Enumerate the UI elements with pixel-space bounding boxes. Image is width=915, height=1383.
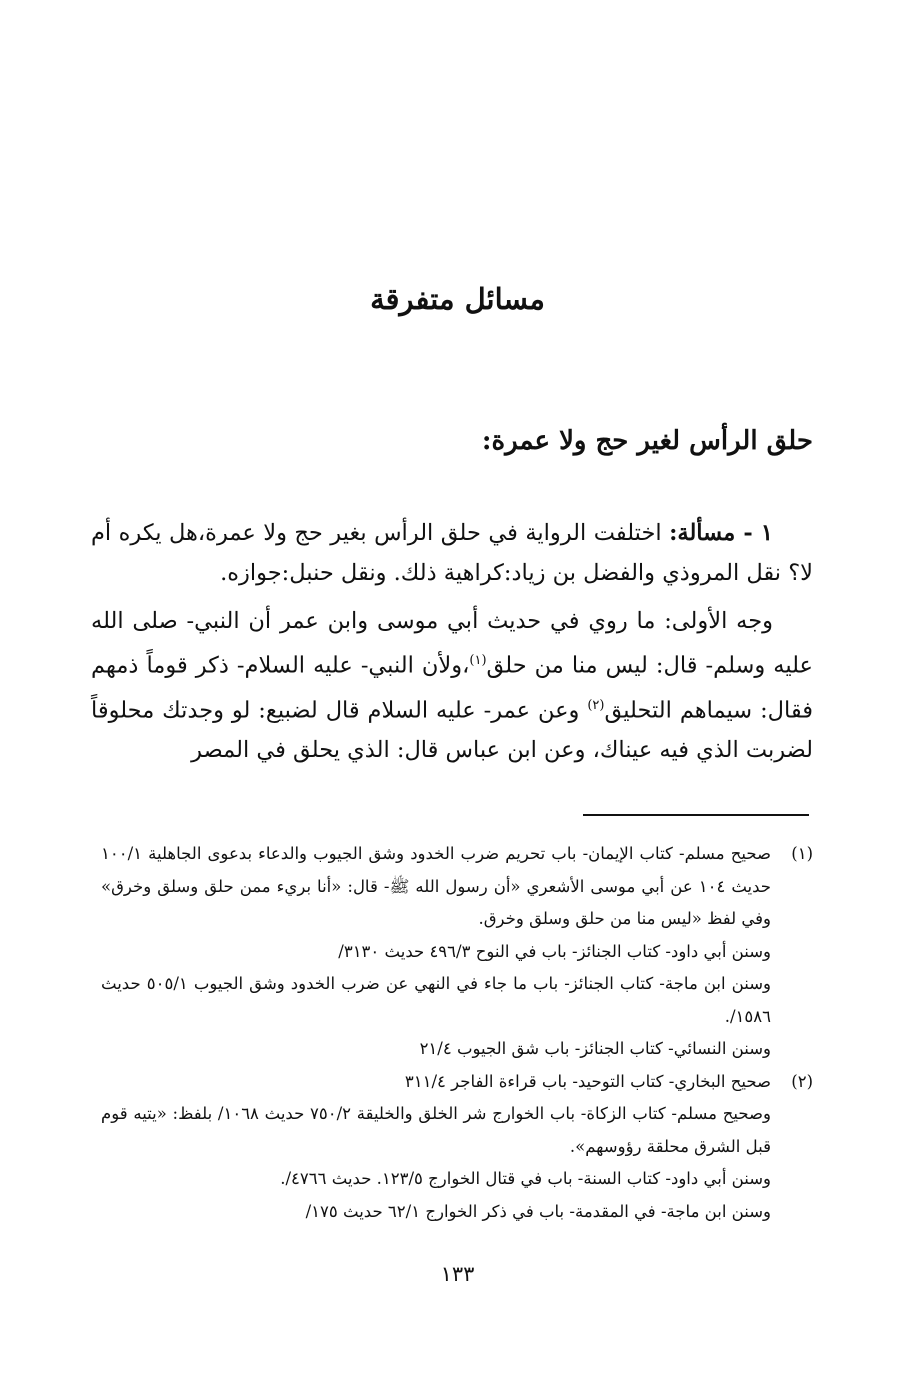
paragraph-2 [91, 601, 813, 770]
page-number: ١٣٣ [440, 1262, 475, 1286]
issue-number-label: ١ - مسألة: [669, 520, 773, 546]
paragraph-1-text: اختلفت الرواية في حلق الرأس بغير حج ولا عمرة،هل يكره أم لا؟ نقل المروذي والفضل بن زياد:كراهية ذلك. ونقل حنبل:جوازه. [91, 520, 813, 586]
footnote-number: (٢) [791, 1071, 813, 1091]
footnote-line: صحيح مسلم- كتاب الإيمان- باب تحريم ضرب الخدود وشق الجيوب والدعاء بدعوى الجاهلية ١٠٠/١ حديث ١٠٤ عن أبي موسى الأشعري «أن رسول الله ﷺ- قال: «أنا بريء ممن حلق وسلق وخرق» وفي لفظ «ليس منا من حلق وسلق وخرق. [101, 844, 771, 928]
footnote-line: وصحيح مسلم- كتاب الزكاة- باب الخوارج شر الخلق والخليقة ٧٥٠/٢ حديث ١٠٦٨/ بلفظ: «يتيه قوم قبل الشرق محلقة رؤوسهم». [101, 1104, 771, 1156]
footnote-line: وسنن أبي داود- كتاب السنة- باب في قتال الخوارج ١٢٣/٥. حديث ٤٧٦٦/. [280, 1169, 771, 1188]
paragraph-2-part-3: وعن عمر- عليه السلام قال لضبيع: لو وجدتك محلوقاً لضربت الذي فيه عيناك، وعن ابن عباس قال: الذي يحلق في المصر [91, 697, 813, 763]
footnote-line: وسنن أبي داود- كتاب الجنائز- باب في النوح ٤٩٦/٣ حديث ٣١٣٠/ [338, 941, 771, 961]
paragraph-2-part-2: ،ولأن النبي- عليه السلام- ذكر قوماً ذمهم فقال: سيماهم التحليق [91, 652, 813, 723]
body-text [91, 513, 813, 778]
footnote-number: (١) [791, 844, 813, 863]
paragraph-1 [91, 513, 813, 593]
paragraph-2-part-1: وجه الأولى: ما روي في حديث أبي موسى وابن عمر أن النبي- صلى الله عليه وسلم- قال: ليس منا من حلق [91, 608, 813, 679]
footnote-ref-1: (١) [469, 653, 487, 668]
footnote-divider [583, 814, 809, 816]
footnote-line: وسنن ابن ماجة- في المقدمة- باب في ذكر الخوارج ٦٢/١ حديث ١٧٥/ [305, 1201, 771, 1221]
footnote-body [101, 838, 771, 1066]
footnote-line: وسنن النسائي- كتاب الجنائز- باب شق الجيوب ٢١/٤ [419, 1039, 771, 1058]
section-heading: حلق الرأس لغير حج ولا عمرة: [481, 426, 813, 456]
footnotes [101, 838, 813, 1228]
footnote-2 [101, 1066, 813, 1229]
footnote-1 [101, 838, 813, 1066]
footnote-ref-2: (٢) [587, 697, 605, 713]
footnote-line: صحيح البخاري- كتاب التوحيد- باب قراءة الفاجر ٣١١/٤ [404, 1071, 771, 1091]
chapter-title: مسائل متفرقة [370, 282, 545, 316]
footnote-body [101, 1066, 771, 1229]
footnote-line: وسنن ابن ماجة- كتاب الجنائز- باب ما جاء في النهي عن ضرب الخدود وشق الجيوب ٥٠٥/١ حديث ١٥٨٦/. [101, 974, 772, 1026]
